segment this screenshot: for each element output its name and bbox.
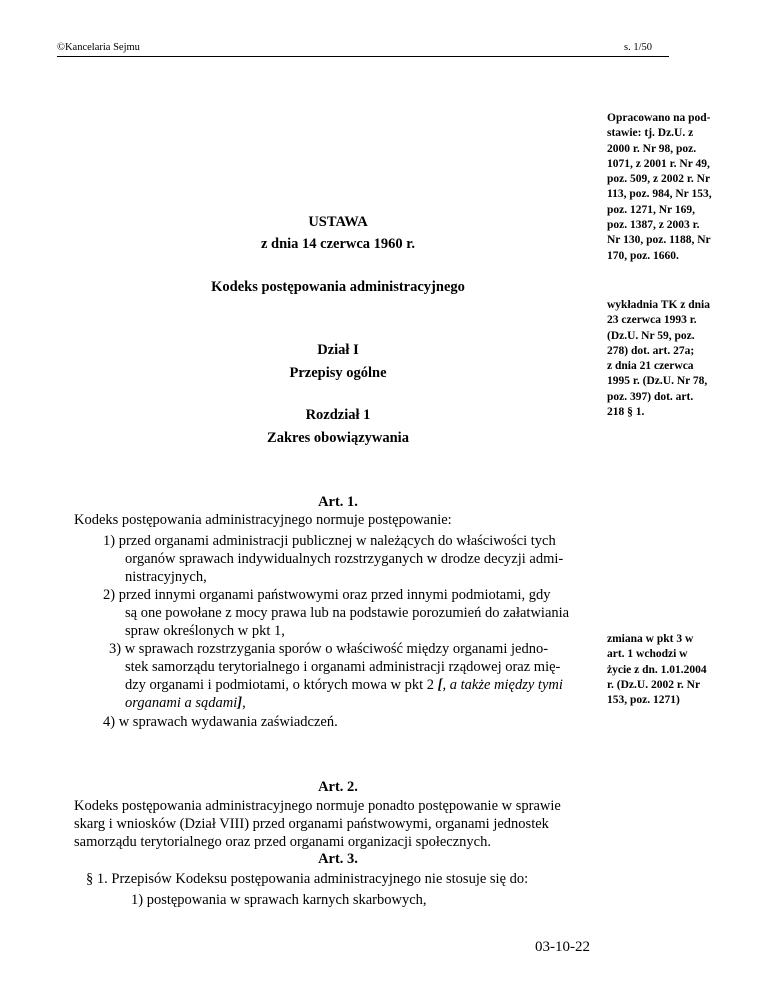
text-line: stek samorządu terytorialnego i organami administracji rządowej oraz mię- (125, 659, 561, 675)
text-line: skarg i wniosków (Dział VIII) przed organami państwowymi, organami jednostek (74, 816, 549, 832)
text-line (109, 676, 601, 694)
text-line: samorządu terytorialnego oraz przed organami organizacji społecznych. (74, 834, 491, 850)
art1-point-3 (109, 640, 601, 712)
art3-heading: Art. 3. (318, 851, 358, 867)
note-line: poz. 509, z 2002 r. Nr (607, 173, 711, 186)
art2-heading: Art. 2. (318, 779, 358, 795)
text-line: nistracyjnych, (125, 569, 207, 585)
note-line: (Dz.U. Nr 59, poz. (607, 329, 695, 342)
note-line: Opracowano na pod- (607, 112, 711, 124)
note-line: 1071, z 2001 r. Nr 49, (607, 157, 710, 170)
act-name: Kodeks postępowania administracyjnego (211, 279, 465, 295)
note-line: 2000 r. Nr 98, poz. (607, 142, 697, 155)
division-label: Dział I (317, 342, 359, 358)
art3-item1: 1) postępowania w sprawach karnych skarbowych, (131, 892, 427, 908)
note-line: wykładnia TK z dnia (607, 299, 711, 311)
art2-paragraph (74, 797, 601, 851)
note-line: 218 § 1. (607, 406, 645, 419)
art1-point-2 (103, 586, 601, 640)
text-line: spraw określonych w pkt 1, (125, 623, 285, 639)
amended-text: , a także między tymi (442, 677, 563, 693)
note-line: Nr 130, poz. 1188, Nr (607, 234, 711, 247)
bracket-open: [ (434, 677, 443, 693)
side-note-tk (607, 298, 733, 420)
art1-heading: Art. 1. (318, 494, 358, 510)
act-title: USTAWA (308, 214, 368, 230)
art3-para1: § 1. Przepisów Kodeksu postępowania administracyjnego nie stosuje się do: (86, 871, 529, 887)
note-line: poz. 1271, Nr 169, (607, 203, 695, 216)
chapter-title: Zakres obowiązywania (267, 430, 409, 446)
note-line: stawie: tj. Dz.U. z (607, 127, 694, 140)
text-line: są one powołane z mocy prawa lub na podstawie porozumień do załatwiania (125, 605, 570, 621)
text-line: 1) przed organami administracji publicznej w należących do właściwości tych (103, 533, 556, 549)
text-span: , (242, 695, 246, 711)
note-line: art. 1 wchodzi w (607, 648, 688, 661)
note-line: poz. 397) dot. art. (607, 390, 694, 403)
art1-intro: Kodeks postępowania administracyjnego normuje postępowanie: (74, 512, 452, 528)
text-span: dzy organami i podmiotami, o których mowa w pkt 2 (125, 677, 435, 693)
page-number: s. 1/50 (624, 42, 653, 53)
text-line (109, 694, 601, 712)
text-line: organów sprawach indywidualnych rozstrzyganych w drodze decyzji admi- (125, 551, 564, 567)
note-line: 170, poz. 1660. (607, 249, 679, 262)
amended-text: organami a sądami (125, 695, 238, 711)
note-line: 113, poz. 984, Nr 153, (607, 188, 712, 201)
note-line: r. (Dz.U. 2002 r. Nr (607, 678, 701, 691)
note-line: poz. 1387, z 2003 r. (607, 219, 700, 232)
bracket-close: ] (237, 695, 243, 711)
note-line: życie z dn. 1.01.2004 (607, 663, 707, 676)
art1-point-4: 4) w sprawach wydawania zaświadczeń. (103, 714, 338, 730)
note-line: zmiana w pkt 3 w (607, 633, 694, 645)
text-line: Kodeks postępowania administracyjnego normuje ponadto postępowanie w sprawie (74, 798, 561, 814)
note-line: 278) dot. art. 27a; (607, 344, 695, 357)
note-line: 153, poz. 1271) (607, 694, 680, 707)
chapter-label: Rozdział 1 (305, 407, 371, 423)
side-note-source (607, 111, 733, 264)
header-rule (57, 56, 669, 57)
note-line: z dnia 21 czerwca (607, 360, 694, 373)
text-line: 2) przed innymi organami państwowymi oraz przed innymi podmiotami, gdy (103, 587, 551, 603)
footer-date: 03-10-22 (535, 939, 590, 955)
note-line: 23 czerwca 1993 r. (607, 314, 697, 327)
note-line: 1995 r. (Dz.U. Nr 78, (607, 375, 708, 388)
art1-point-1 (103, 532, 601, 586)
act-date: z dnia 14 czerwca 1960 r. (260, 236, 416, 252)
text-line: 3) w sprawach rozstrzygania sporów o właściwość między organami jedno- (109, 641, 549, 657)
header-source: ©Kancelaria Sejmu (57, 42, 140, 53)
side-note-change (607, 632, 733, 708)
division-title: Przepisy ogólne (289, 365, 387, 381)
